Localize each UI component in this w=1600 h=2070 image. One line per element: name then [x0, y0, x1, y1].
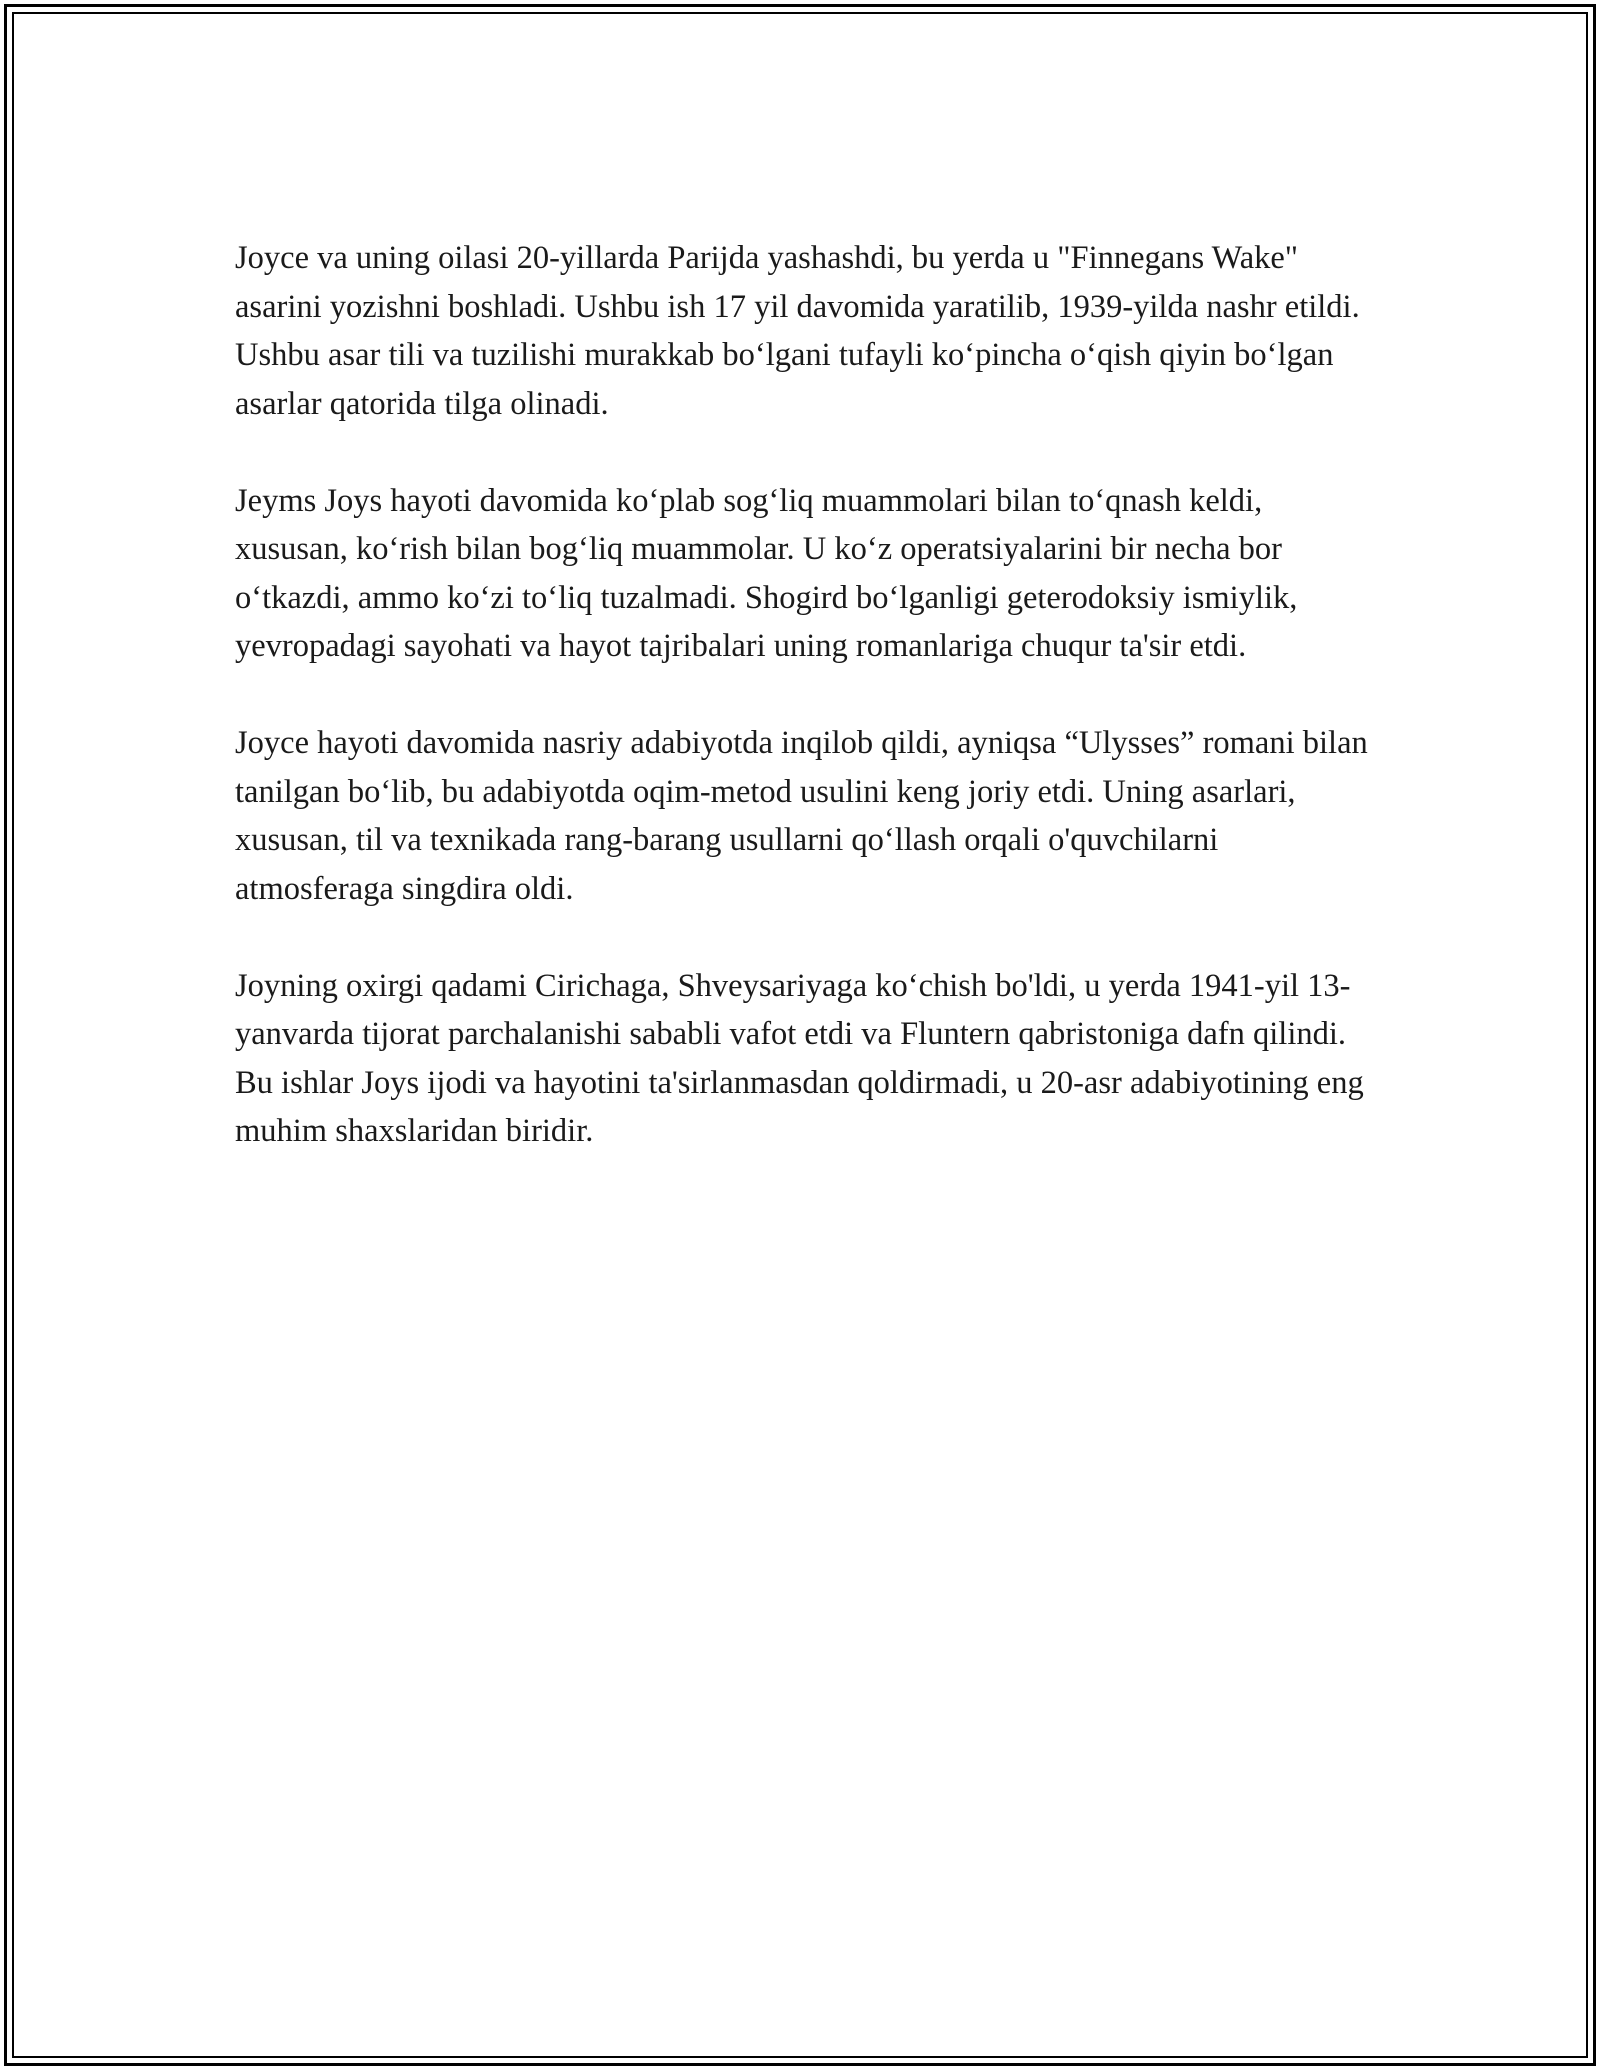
document-body: [235, 234, 1370, 1204]
paragraph-zurich-death: Joyning oxirgi qadami Cirichaga, Shveysariyaga ko‘chish bo'ldi, u yerda 1941-yil 13-yanvarda tijorat parchalanishi sababli vafot etdi va Fluntern qabristoniga dafn qilindi. Bu ishlar Joys ijodi va hayotini ta'sirlanmasdan qoldirmadi, u 20-asr adabiyotining eng muhim shaxslaridan biridir.: [235, 967, 1364, 1149]
paragraph-ulysses: Joyce hayoti davomida nasriy adabiyotda inqilob qildi, ayniqsa “Ulysses” romani bilan tanilgan bo‘lib, bu adabiyotda oqim-metod usulini keng joriy etdi. Uning asarlari, xususan, til va texnikada rang-barang usullarni qo‘llash orqali o'quvchilarni atmosferaga singdira oldi.: [235, 725, 1368, 907]
paragraph-finnegans-wake: Joyce va uning oilasi 20-yillarda Parijda yashashdi, bu yerda u "Finnegans Wake" asarini yozishni boshladi. Ushbu ish 17 yil davomida yaratilib, 1939-yilda nashr etildi. Ushbu asar tili va tuzilishi murakkab bo‘lgani tufayli ko‘pincha o‘qish qiyin bo‘lgan asarlar qatorida tilga olinadi.: [235, 240, 1360, 422]
paragraph-health-problems: Jeyms Joys hayoti davomida ko‘plab sog‘liq muammolari bilan to‘qnash keldi, xususan, ko‘rish bilan bog‘liq muammolar. U ko‘z operatsiyalarini bir necha bor o‘tkazdi, ammo ko‘zi to‘liq tuzalmadi. Shogird bo‘lganligi geterodoksiy ismiylik, yevropadagi sayohati va hayot tajribalari uning romanlariga chuqur ta'sir etdi.: [235, 482, 1298, 664]
